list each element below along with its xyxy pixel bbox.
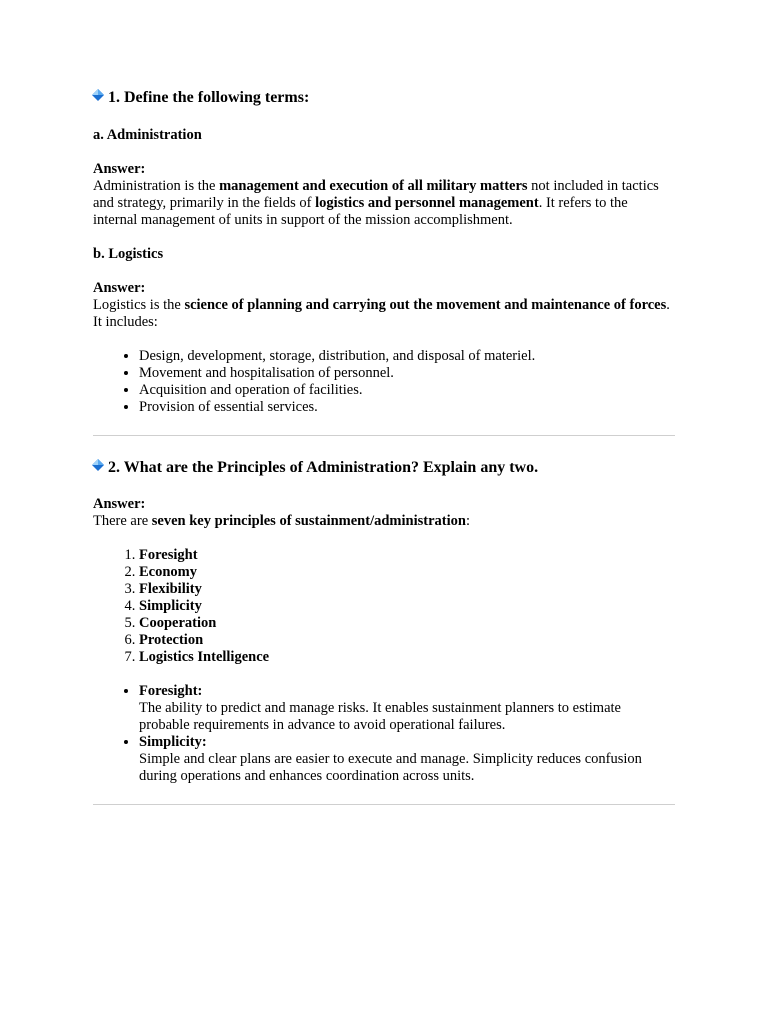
intro-text: There are	[93, 513, 152, 529]
principle-name: Cooperation	[139, 615, 217, 631]
definition-text: Administration is the	[93, 178, 220, 194]
list-item	[139, 734, 675, 785]
term-a-title: a. Administration	[93, 127, 202, 143]
term-b-title: b. Logistics	[93, 246, 164, 262]
principle-name: Simplicity	[139, 598, 202, 614]
intro-emphasis: seven key principles of sustainment/administration	[151, 513, 466, 529]
question-1-title: 1. Define the following terms:	[108, 89, 310, 106]
definition-emphasis: science of planning and carrying out the movement and maintenance of forces	[184, 297, 667, 313]
intro-text: :	[465, 513, 470, 529]
section-divider	[93, 804, 675, 805]
definition-emphasis: logistics and personnel management	[315, 195, 539, 211]
principles-intro	[93, 513, 675, 530]
list-item	[139, 598, 675, 615]
list-item	[139, 615, 675, 632]
explanation-text: The ability to predict and manage risks. It enables sustainment planners to estimate probable requirements in advance to avoid operational failures.	[139, 700, 621, 733]
list-item	[139, 683, 675, 734]
answer-label: Answer:	[93, 161, 146, 177]
definition-text: not included in tactics and strategy, primarily in the fields of	[93, 178, 659, 211]
list-item: • Provision of essential services.	[139, 399, 675, 416]
answer-label: Answer:	[93, 280, 146, 296]
blue-diamond-icon	[92, 89, 104, 101]
list-item: • Movement and hospitalisation of personnel.	[139, 365, 675, 382]
definition-text: . It refers to the internal management of units in support of the mission accomplishment.	[93, 195, 628, 228]
definition-text: . It includes:	[93, 297, 670, 330]
definition-text: Logistics is the	[93, 297, 185, 313]
principles-list	[93, 547, 675, 666]
list-item: • Acquisition and operation of facilities.	[139, 382, 675, 399]
question-2-heading	[93, 458, 675, 478]
principles-explanations	[93, 683, 675, 785]
principle-name: Protection	[139, 632, 204, 648]
explanation-term: Simplicity:	[139, 734, 207, 750]
administration-definition	[93, 178, 675, 229]
explanation-text: Simple and clear plans are easier to execute and manage. Simplicity reduces confusion during operations and enhances coordination across units.	[139, 751, 642, 784]
list-item	[139, 581, 675, 598]
principle-name: Logistics Intelligence	[139, 649, 270, 665]
principle-name: Economy	[139, 564, 197, 580]
principle-name: Foresight	[139, 547, 198, 563]
document-content	[93, 88, 675, 805]
list-item	[139, 547, 675, 564]
list-item: • Design, development, storage, distribution, and disposal of materiel.	[139, 348, 675, 365]
list-item	[139, 564, 675, 581]
explanation-term: Foresight:	[139, 683, 203, 699]
logistics-list	[93, 348, 675, 416]
principle-name: Flexibility	[139, 581, 202, 597]
answer-label: Answer:	[93, 496, 146, 512]
question-1-heading	[93, 88, 675, 108]
logistics-definition	[93, 297, 675, 331]
question-2-title: 2. What are the Principles of Administration? Explain any two.	[108, 459, 539, 476]
definition-emphasis: management and execution of all military matters	[219, 178, 528, 194]
blue-diamond-icon	[92, 459, 104, 471]
list-item	[139, 649, 675, 666]
list-item	[139, 632, 675, 649]
